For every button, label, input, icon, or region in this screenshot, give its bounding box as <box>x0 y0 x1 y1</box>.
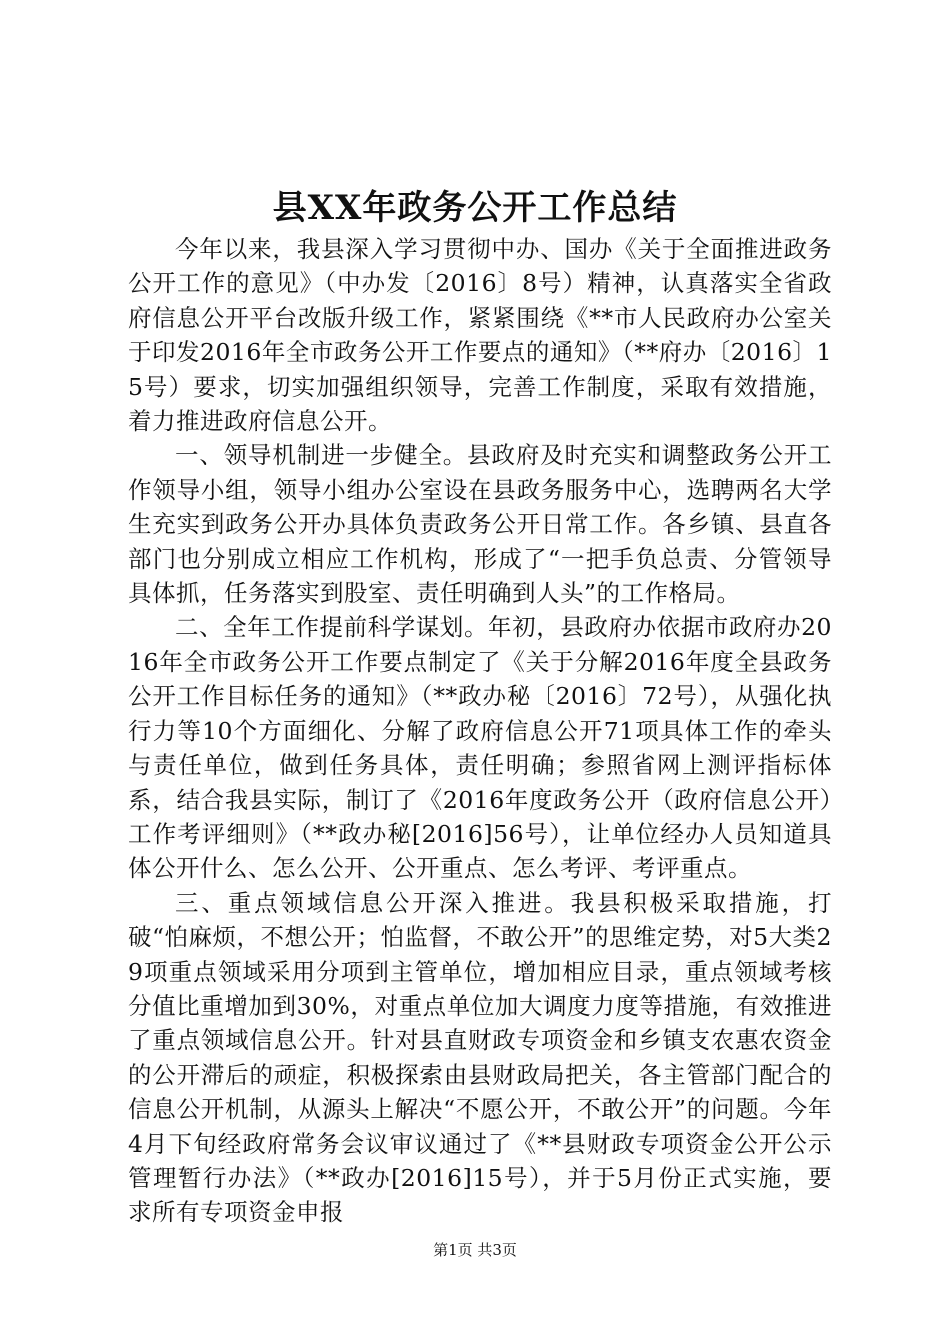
paragraph-section-3: 三、重点领域信息公开深入推进。我县积极采取措施，打破“怕麻烦，不想公开；怕监督，不敢公开”的思维定势，对5大类29项重点领域采用分项到主管单位，增加相应目录，重点领域考核分值比重增加到30%，对重点单位加大调度力度等措施，有效推进了重点领域信息公开。针对县直财政专项资金和乡镇支农惠农资金的公开滞后的顽症，积极探索由县财政局把关，各主管部门配合的信息公开机制，从源头上解决“不愿公开，不敢公开”的问题。今年4月下旬经政府常务会议审议通过了《**县财政专项资金公开公示管理暂行办法》（**政办[2016]15号），并于5月份正式实施，要求所有专项资金申报 <box>128 888 832 1227</box>
paragraph-intro: 今年以来，我县深入学习贯彻中办、国办《关于全面推进政务公开工作的意见》（中办发〔2016〕8号）精神，认真落实全省政府信息公开平台改版升级工作，紧紧围绕《**市人民政府办公室关于印发2016年全市政务公开工作要点的通知》（**府办〔2016〕15号）要求，切实加强组织领导，完善工作制度，采取有效措施，着力推进政府信息公开。 <box>128 235 832 436</box>
paragraph-section-2: 二、全年工作提前科学谋划。年初，县政府办依据市政府办2016年全市政务公开工作要点制定了《关于分解2016年度全县政务公开工作目标任务的通知》（**政办秘〔2016〕72号），从强化执行力等10个方面细化、分解了政府信息公开71项具体工作的牵头与责任单位，做到任务具体，责任明确；参照省网上测评指标体系，结合我县实际，制订了《2016年度政务公开（政府信息公开）工作考评细则》（**政办秘[2016]56号），让单位经办人员知道具体公开什么、怎么公开、公开重点、怎么考评、考评重点。 <box>128 613 832 883</box>
page-number: 第1页 共3页 <box>433 1241 517 1259</box>
document-title: 县XX年政务公开工作总结 <box>272 188 678 228</box>
document-body <box>128 232 832 1230</box>
paragraph-section-1: 一、领导机制进一步健全。县政府及时充实和调整政务公开工作领导小组，领导小组办公室设在县政务服务中心，选聘两名大学生充实到政务公开办具体负责政务公开日常工作。各乡镇、县直各部门也分别成立相应工作机构，形成了“一把手负总责、分管领导具体抓，任务落实到股室、责任明确到人头”的工作格局。 <box>128 441 832 608</box>
